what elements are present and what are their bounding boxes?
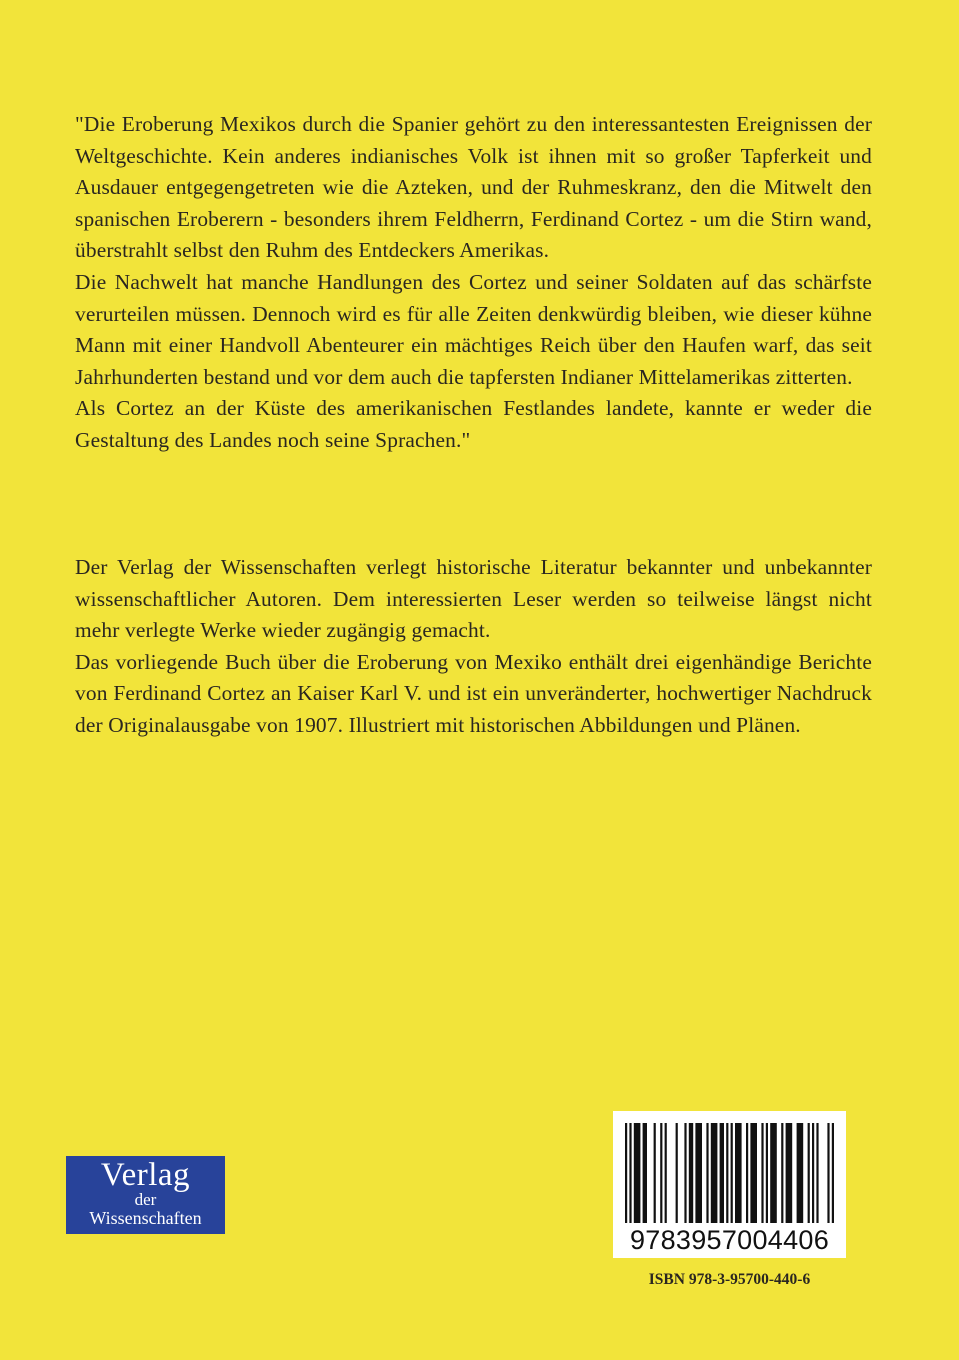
barcode [613,1111,846,1258]
barcode-bar [816,1123,818,1223]
barcode-bar [735,1123,742,1223]
logo-line-der: der [134,1190,157,1209]
barcode-bar [781,1123,783,1223]
logo-line-verlag: Verlag [100,1157,191,1193]
barcode-bar [750,1123,757,1223]
barcode-bar [770,1123,777,1223]
barcode-bar [797,1123,804,1223]
quote-paragraph-3: Als Cortez an der Küste des amerikanischen Festlandes landete, kannte er weder die Gestaltung des Landes noch seine Sprachen." [75,396,872,452]
barcode-bar [643,1123,647,1223]
barcode-bar [629,1123,631,1223]
publisher-paragraph-1: Der Verlag der Wissenschaften verlegt historische Literatur bekannter und unbekannter wissenschaftlicher Autoren. Dem interessierten Leser werden so teilweise längst nicht mehr verlegte Werke wieder zugängig gemacht. [75,555,872,643]
barcode-bar [726,1123,728,1223]
publisher-text-block [75,552,872,742]
barcode-bar [766,1123,768,1223]
barcode-bar [746,1123,748,1223]
barcode-bar [832,1123,834,1223]
barcode-bar [660,1123,662,1223]
barcode-bar [634,1123,641,1223]
barcode-digits: 9783957004406 [629,1225,830,1255]
barcode-bar [695,1123,702,1223]
barcode-bar [684,1123,686,1223]
barcode-bar [720,1123,724,1223]
barcode-bar [625,1123,627,1223]
barcode-bar [689,1123,693,1223]
barcode-bar [786,1123,793,1223]
publisher-paragraph-2: Das vorliegende Buch über die Eroberung von Mexiko enthält drei eigenhändige Berichte von Ferdinand Cortez an Kaiser Karl V. und ist ein unveränderter, hochwertiger Nachdruck der Originalausgabe von 1907. Illustriert mit historischen Abbildungen und Plänen. [75,649,872,737]
barcode-bar [711,1123,718,1223]
quote-paragraph-1: "Die Eroberung Mexikos durch die Spanier gehört zu den interessantesten Ereignissen der Weltgeschichte. Kein anderes indianisches Volk ist ihnen mit so großer Tapferkeit und Ausdauer entgegengetreten wie die Azteken, und der Ruhmeskranz, den die Mitwelt den spanischen Eroberern - besonders ihrem Feldherrn, Ferdinand Cortez - um die Stirn wand, überstrahlt selbst den Ruhm des Entdeckers Amerikas. [75,112,872,263]
barcode-bar [654,1123,656,1223]
barcode-bar [812,1123,814,1223]
publisher-logo [66,1156,225,1234]
isbn-label: ISBN 978-3-95700-440-6 [648,1271,811,1288]
barcode-bar [827,1123,829,1223]
barcode-bars [613,1111,846,1227]
quote-paragraph-2: Die Nachwelt hat manche Handlungen des Cortez und seiner Soldaten auf das schärfste verurteilen müssen. Dennoch wird es für alle Zeiten denkwürdig bleiben, wie dieser kühne Mann mit einer Handvoll Abenteurer ein mächtiges Reich über den Haufen warf, das seit Jahrhunderten bestand und vor dem auch die tapfersten Indianer Mittelamerikas zitterten. [75,269,872,389]
barcode-bar [665,1123,667,1223]
quote-text-block [75,109,872,457]
barcode-bar [731,1123,733,1223]
barcode-bar [706,1123,708,1223]
barcode-bar [808,1123,810,1223]
barcode-bar [761,1123,763,1223]
barcode-bar [676,1123,678,1223]
logo-line-wissenschaften: Wissenschaften [89,1208,202,1228]
